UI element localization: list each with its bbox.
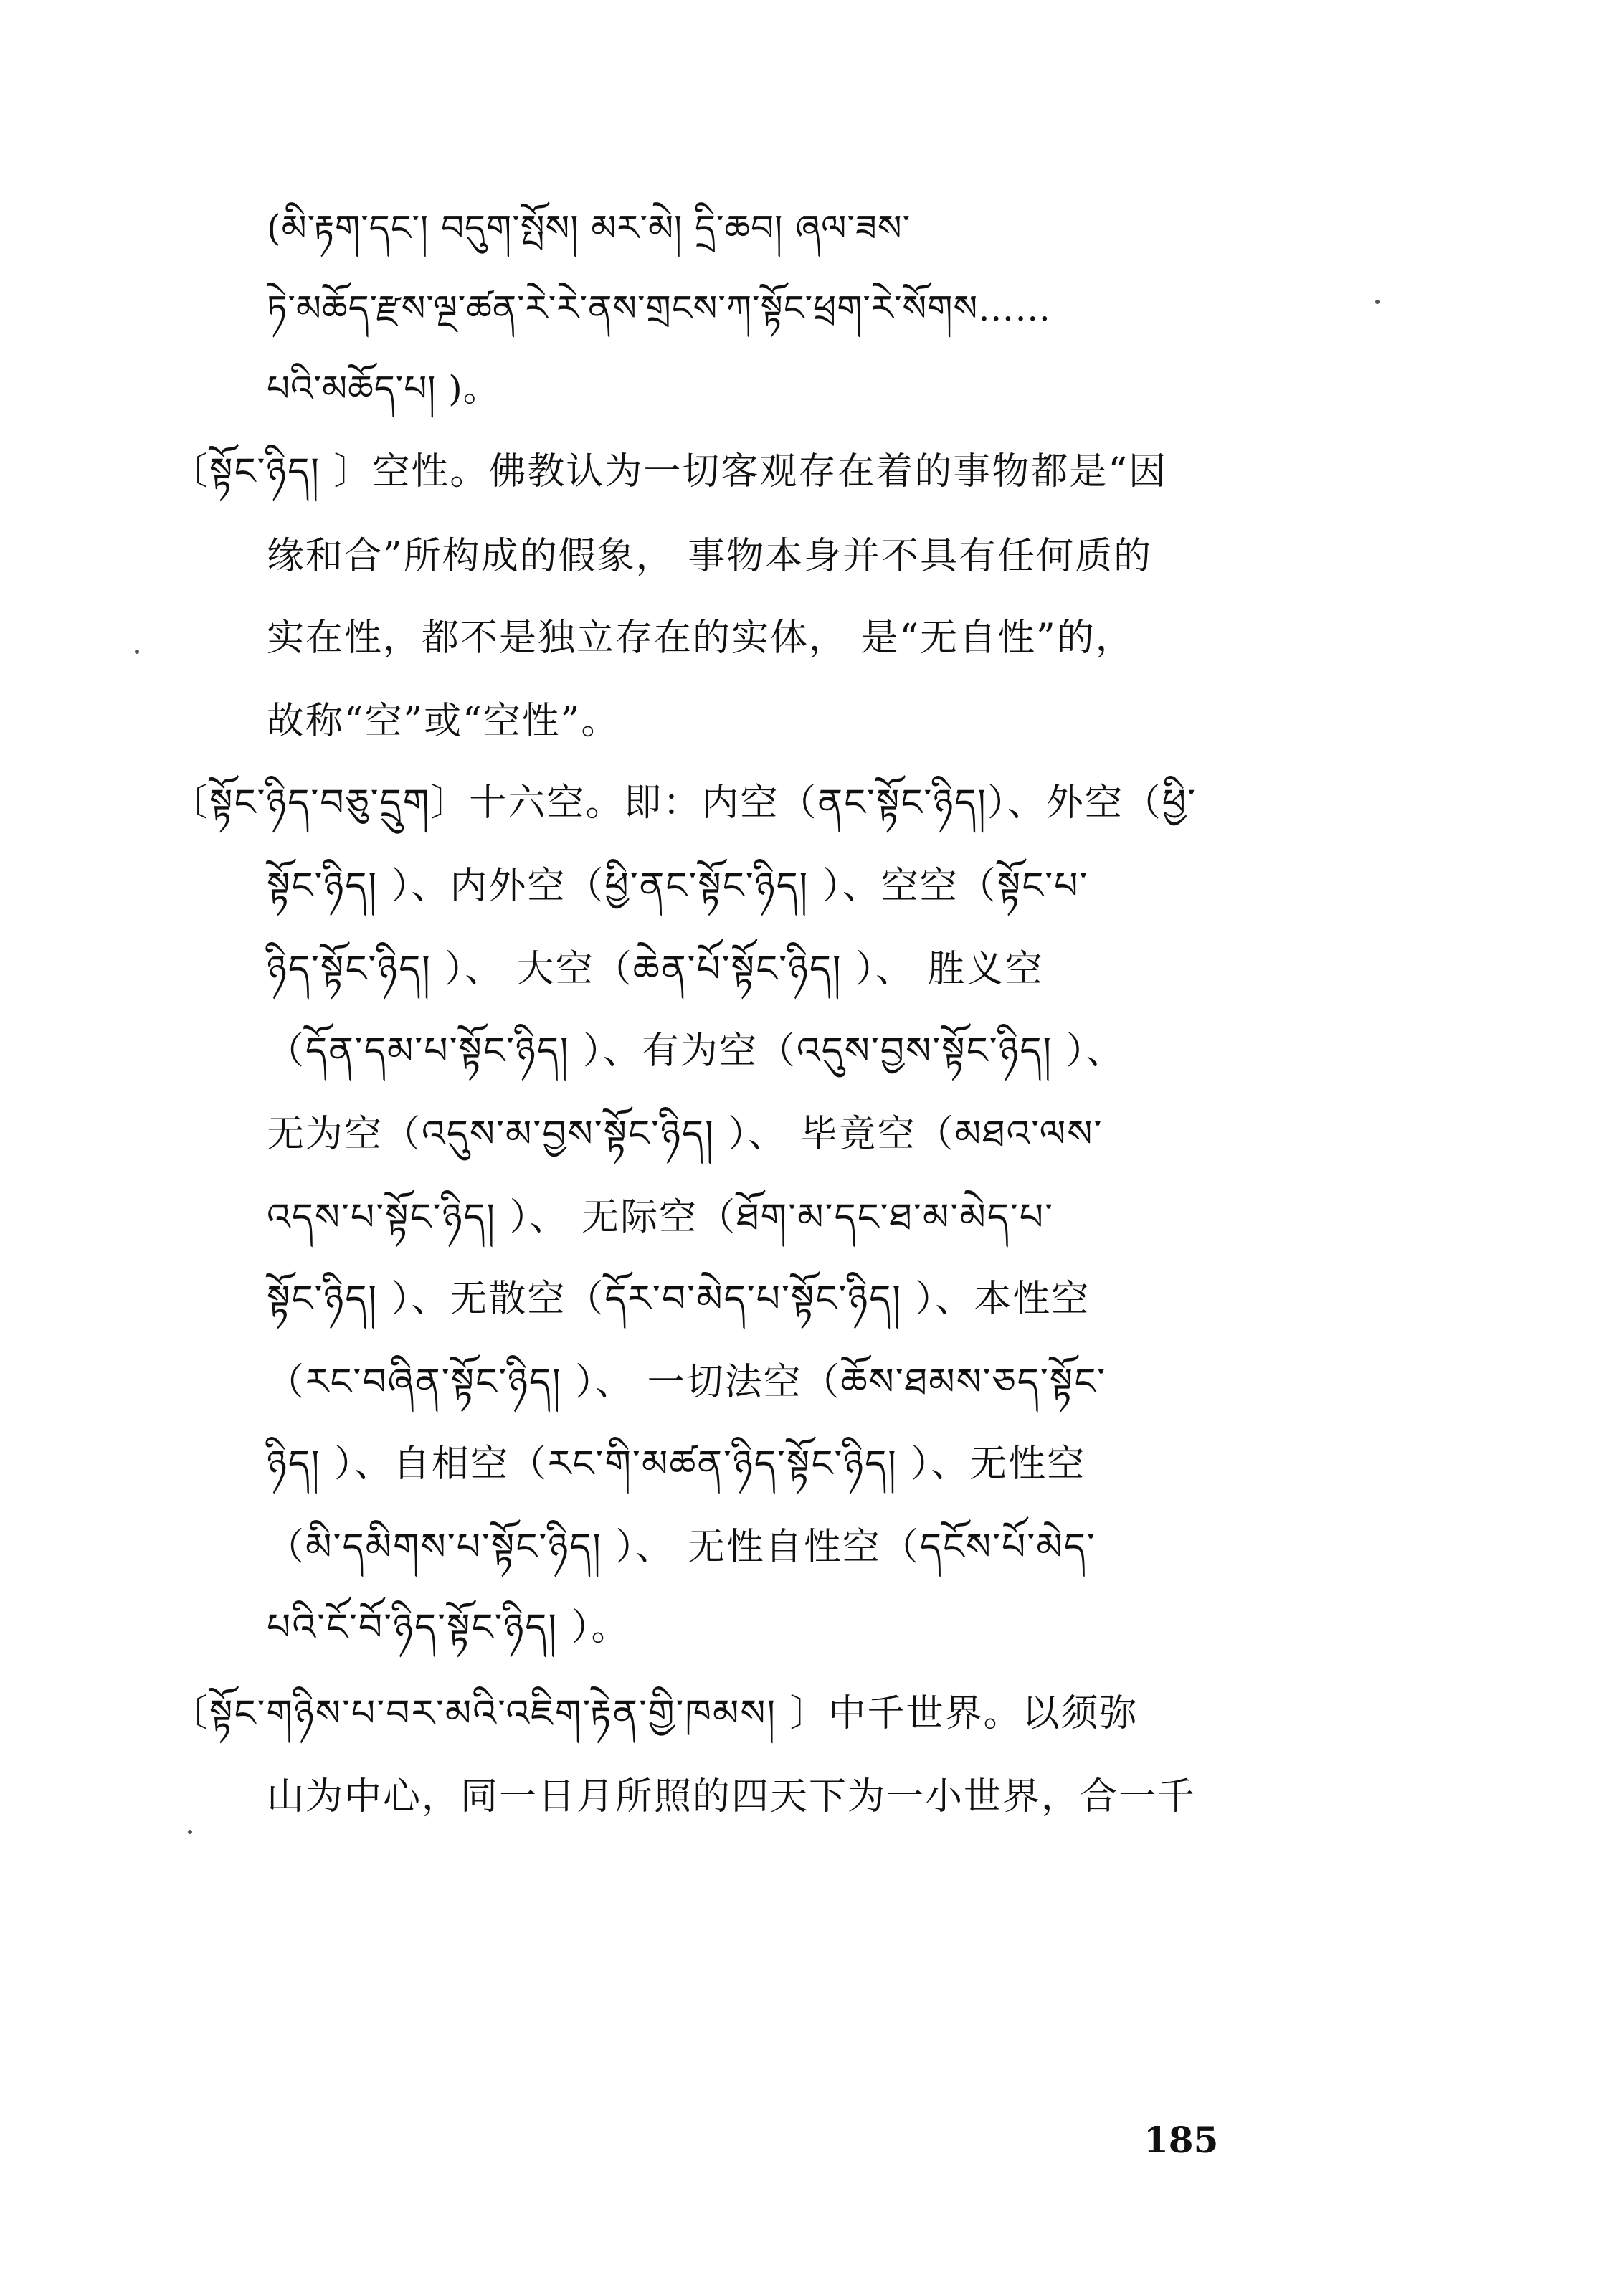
entry-headword-line: 〔སྟོང་ཉིད་བཅུ་དྲུག〕十六空。即：内空（ནང་སྟོང་ཉིད།）、外空（ཕྱི་ bbox=[171, 782, 1197, 825]
entry-text-line: 实在性，都不是独立存在的实体， 是“无自性”的， bbox=[267, 617, 1134, 660]
entry-text-line: （རང་བཞིན་སྟོང་ཉིད། ）、 一切法空（ཆོས་ཐམས་ཅད་སྟོང་ bbox=[267, 1361, 1107, 1404]
entry-text-line: ཉིད་སྟོང་ཉིད། ）、 大空（ཆེན་པོ་སྟོང་ཉིད། ）、 胜义空 bbox=[267, 948, 1044, 991]
continuation-line: པའི་མཆོད་པ། )。 bbox=[267, 368, 500, 409]
scan-speck bbox=[1375, 300, 1380, 304]
page-number: 185 bbox=[1144, 2119, 1219, 2161]
entry-text-line: འདས་པ་སྟོང་ཉིད། ）、 无际空（ཐོག་མ་དང་ཐ་མ་མེད་པ་ bbox=[267, 1196, 1055, 1239]
entry-text-line: ཉིད། ）、自相空（རང་གི་མཚན་ཉིད་སྟོང་ཉིད། ）、无性空 bbox=[267, 1443, 1086, 1486]
entry-text-line: སྟོང་ཉིད། ）、无散空（དོར་བ་མེད་པ་སྟོང་ཉིད། ）、本性空 bbox=[267, 1278, 1091, 1321]
entry-headword-line: 〔སྟོང་ཉིད། 〕空性。佛教认为一切客观存在着的事物都是“因 bbox=[171, 450, 1168, 493]
continuation-line: (མི་རྟག་དང་། བདུག་སྤོས། མར་མེ། དྲི་ཆབ། ཞལ་ཟས་ bbox=[267, 207, 911, 249]
entry-text-line: 故称“空”或“空性”。 bbox=[267, 700, 620, 743]
entry-text-line: སྟོང་ཉིད། ）、内外空（ཕྱི་ནང་སྟོང་ཉིད། ）、空空（སྟོང་པ་ bbox=[267, 865, 1089, 908]
entry-text-line: （མི་དམིགས་པ་སྟོང་ཉིད། ）、 无性自性空（དངོས་པོ་མེད་ bbox=[267, 1526, 1096, 1569]
entry-headword-line: 〔སྟོང་གཉིས་པ་བར་མའི་འཇིག་རྟེན་གྱི་ཁམས། 〕中千世界。以须弥 bbox=[171, 1692, 1139, 1735]
scan-speck bbox=[135, 650, 139, 654]
entry-text-line: པའི་ངོ་བོ་ཉིད་སྟོང་ཉིད། ）。 bbox=[267, 1606, 630, 1649]
entry-text-line: （དོན་དམ་པ་སྟོང་ཉིད། ）、有为空（འདུས་བྱས་སྟོང་ཉིད། ）、 bbox=[267, 1030, 1125, 1073]
entry-text-line: 山为中心，同一日月所照的四天下为一小世界，合一千 bbox=[267, 1775, 1197, 1818]
entry-text-line: 无为空（འདུས་མ་བྱས་སྟོང་ཉིད། ）、 毕竟空（མཐའ་ལས་ bbox=[267, 1113, 1103, 1156]
scan-speck bbox=[188, 1830, 192, 1834]
entry-text-line: 缘和合”所构成的假象， 事物本身并不具有任何质的 bbox=[267, 535, 1153, 578]
continuation-line: ཏེ་མཆོད་རྫས་ལྔ་ཚན་རེ་རེ་ནས་གྲངས་ཀ་སྟོང་ཕྲག་རེ་སོགས…… bbox=[267, 288, 1052, 329]
